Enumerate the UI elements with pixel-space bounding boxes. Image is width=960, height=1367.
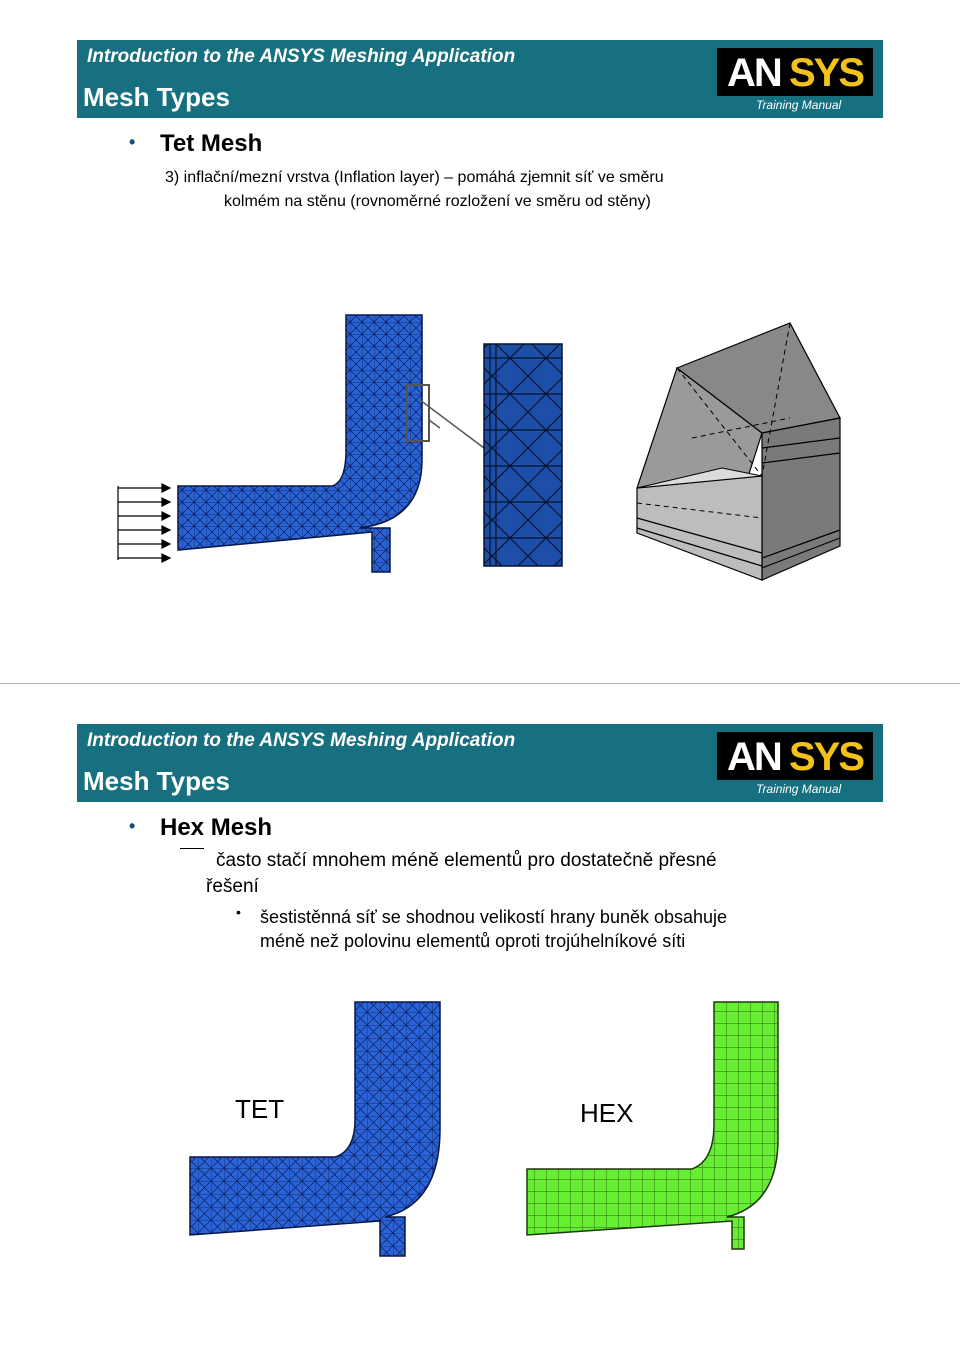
logo-text-an: AN	[727, 51, 781, 95]
hex-pipe-shape	[527, 1002, 778, 1249]
sub-bullet-dash	[180, 848, 204, 849]
bullet-dot: •	[129, 816, 136, 836]
course-title: Introduction to the ANSYS Meshing Application	[87, 730, 516, 751]
tet-text-line-1: 3) inflační/mezní vrstva (Inflation layer) – pomáhá zjemnit síť ve směru	[165, 169, 664, 186]
ansys-logo	[717, 48, 873, 96]
slide-tet-mesh	[0, 0, 960, 683]
inflation-zoom-figure	[420, 340, 565, 568]
course-title: Introduction to the ANSYS Meshing Application	[87, 46, 516, 67]
hex-label: HEX	[580, 1098, 634, 1128]
prism-layer-diagram	[632, 318, 847, 588]
slide-header	[77, 724, 883, 802]
tet-pipe-comparison	[185, 999, 445, 1259]
inflow-arrows	[118, 484, 170, 562]
logo-text-sys: SYS	[789, 735, 864, 779]
slide-title: Mesh Types	[83, 82, 230, 112]
hex-pipe-comparison	[522, 999, 782, 1259]
hex-subsub-line-2: méně než polovinu elementů oproti trojúhelníkové síti	[260, 931, 686, 951]
hex-sub-line-2: řešení	[206, 876, 259, 897]
tet-label: TET	[235, 1094, 285, 1124]
logo-text-sys: SYS	[789, 51, 864, 95]
bullet-dot: •	[129, 132, 136, 152]
ansys-logo	[717, 732, 873, 780]
tet-pipe-shape	[190, 1002, 440, 1256]
subsub-bullet-dot: •	[236, 904, 241, 920]
tet-pipe-shape	[178, 315, 422, 572]
training-manual-label: Training Manual	[756, 782, 842, 796]
tet-pipe-figure	[110, 310, 440, 580]
slide-hex-mesh	[0, 684, 960, 1367]
bullet-heading: Tet Mesh	[160, 130, 263, 157]
slide-title: Mesh Types	[83, 766, 230, 796]
tet-text-line-2: kolmém na stěnu (rovnoměrné rozložení ve směru od stěny)	[224, 193, 651, 210]
training-manual-label: Training Manual	[756, 98, 842, 112]
slide-header	[77, 40, 883, 118]
hex-subsub-line-1: šestistěnná síť se shodnou velikostí hrany buněk obsahuje	[260, 907, 728, 927]
hex-sub-line-1: často stačí mnohem méně elementů pro dostatečně přesné	[216, 850, 717, 871]
logo-text-an: AN	[727, 735, 781, 779]
bullet-heading: Hex Mesh	[160, 814, 273, 841]
